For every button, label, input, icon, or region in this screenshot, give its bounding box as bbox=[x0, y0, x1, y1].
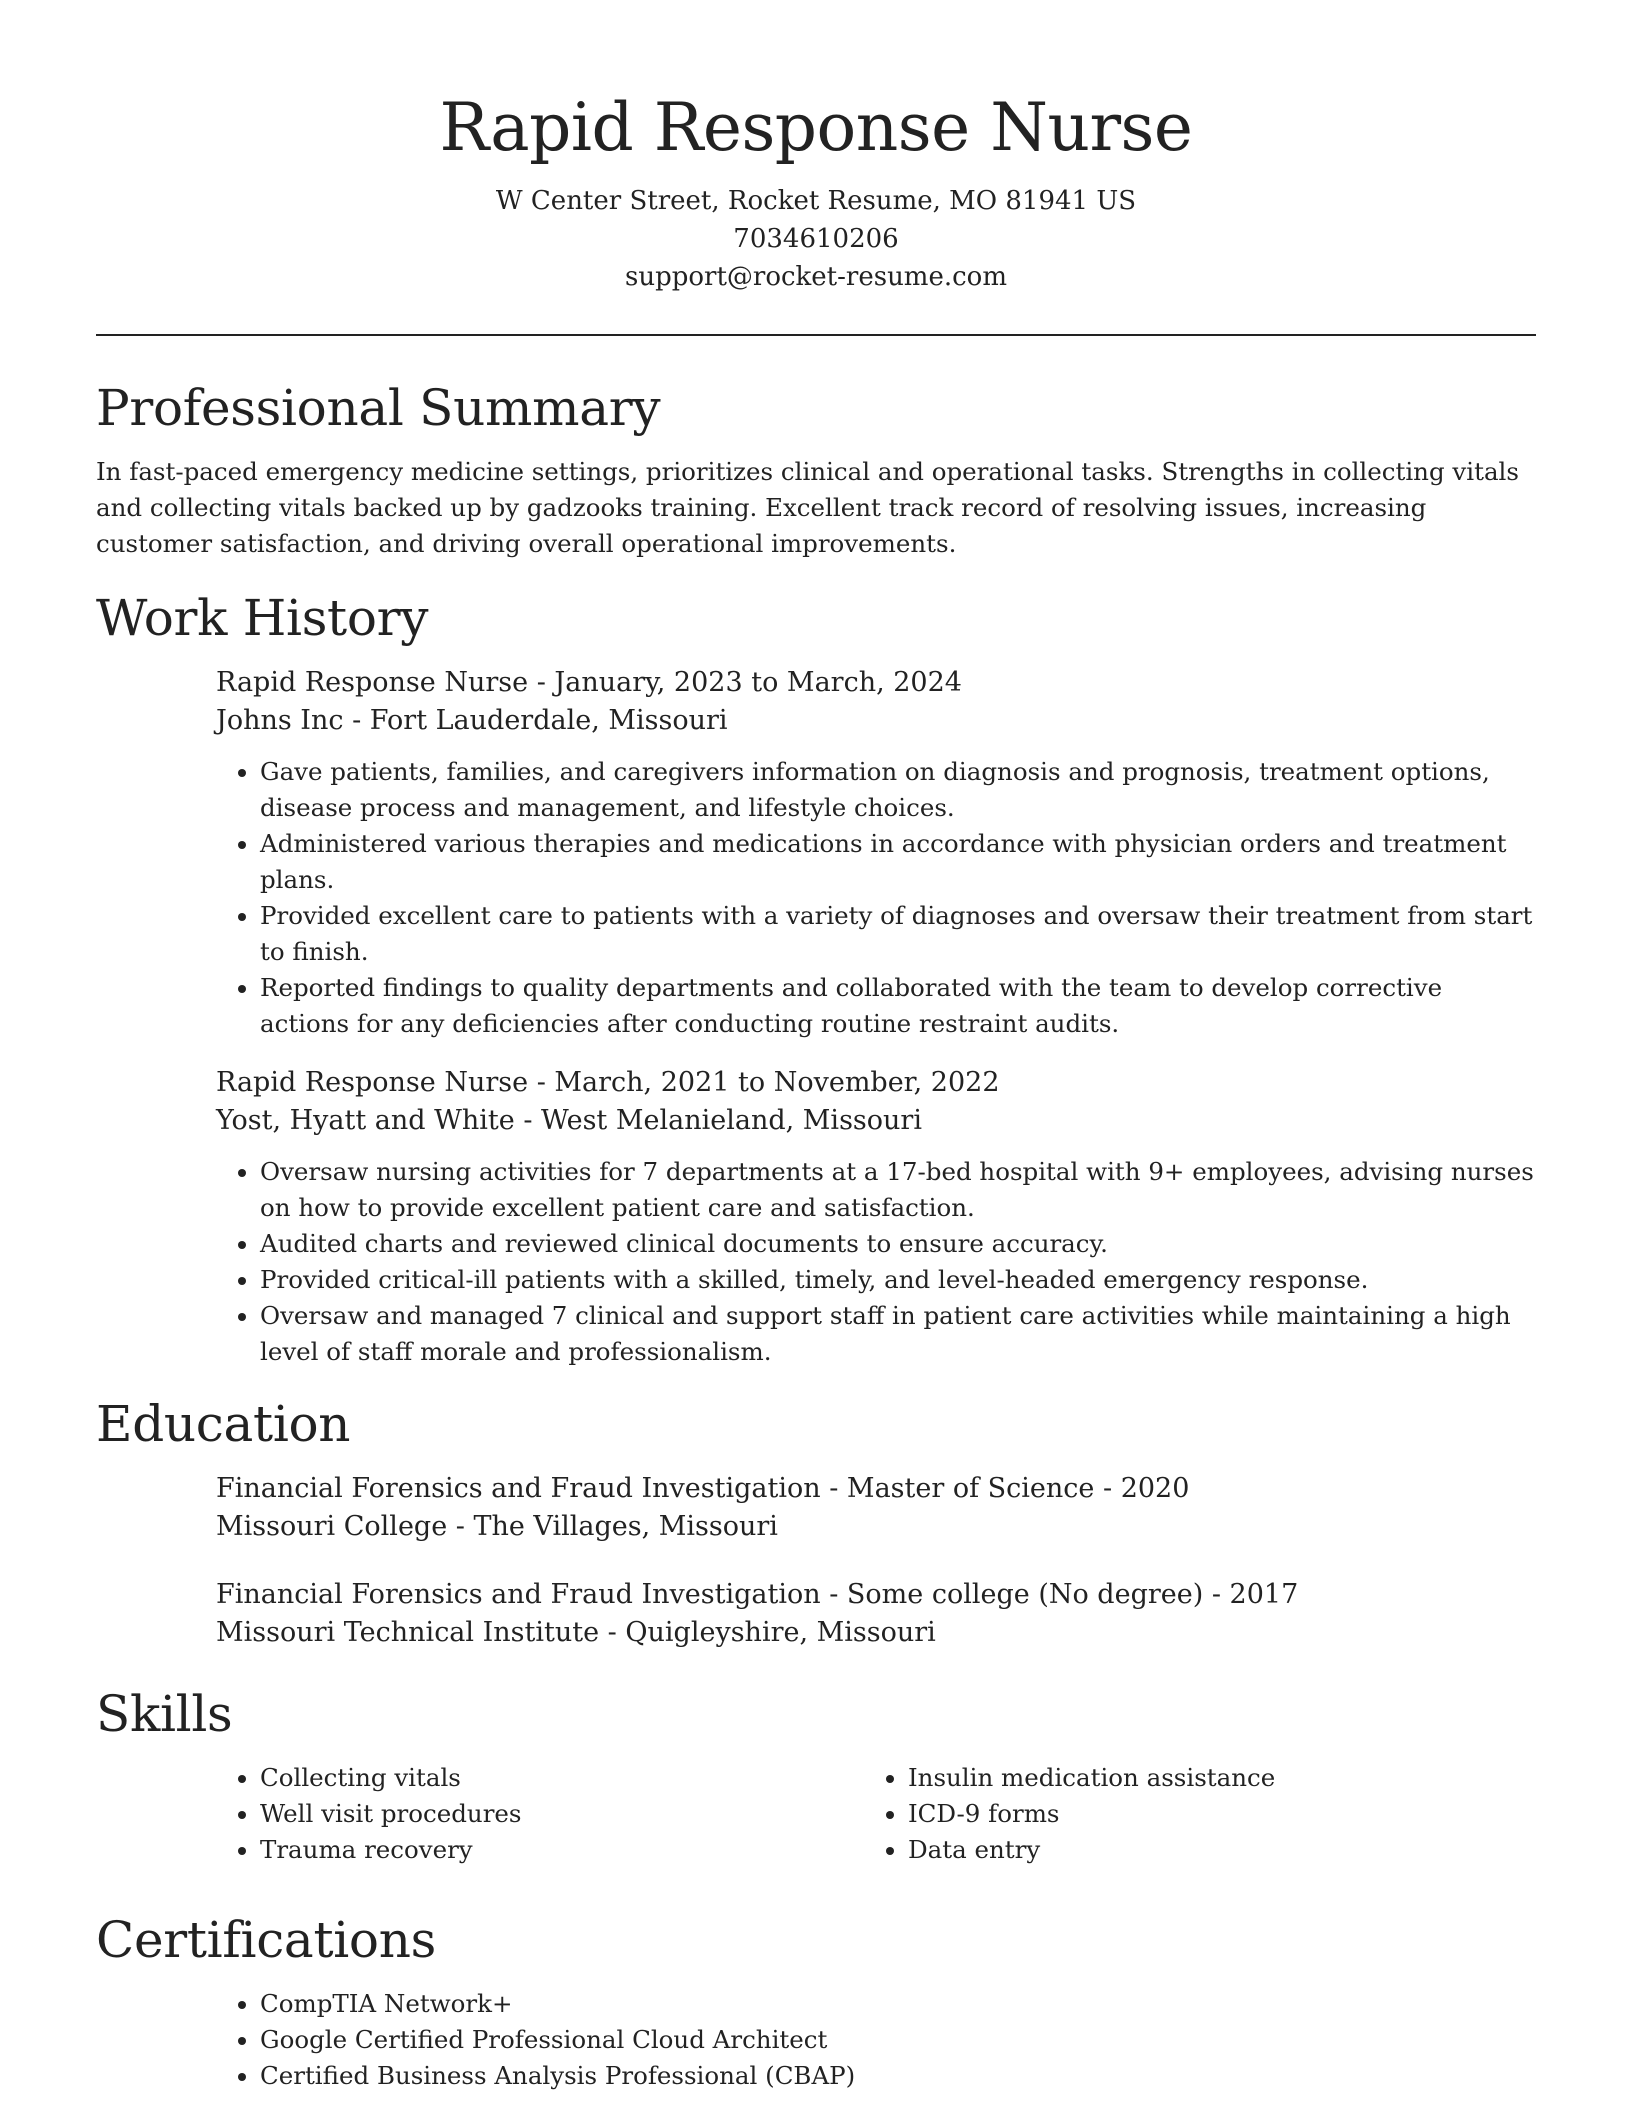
job-bullet: • Audited charts and reviewed clinical documents to ensure accuracy. bbox=[260, 1226, 1536, 1262]
candidate-name: Rapid Response Nurse bbox=[439, 89, 1193, 166]
education-entry bbox=[216, 1576, 1536, 1652]
skills-section bbox=[96, 1682, 1536, 1868]
job-title: Rapid Response Nurse bbox=[216, 667, 529, 698]
skill-item: • Collecting vitals bbox=[260, 1760, 864, 1796]
job-title-line bbox=[216, 1064, 1536, 1102]
job-bullet: • Provided excellent care to patients with a variety of diagnoses and oversaw their treatment from start to finish. bbox=[260, 898, 1536, 970]
education-degree-line bbox=[216, 1576, 1536, 1614]
job-dates: - January, 2023 to March, 2024 bbox=[528, 667, 962, 698]
education-field: Financial Forensics and Fraud Investigation bbox=[216, 1473, 821, 1504]
certifications-heading: Certifications bbox=[96, 1911, 436, 1969]
skills-heading: Skills bbox=[96, 1685, 233, 1743]
contact-info bbox=[96, 182, 1536, 296]
education-school: Missouri Technical Institute bbox=[216, 1617, 600, 1648]
job-dates: - March, 2021 to November, 2022 bbox=[528, 1067, 1000, 1098]
job-bullet: • Reported findings to quality departments and collaborated with the team to develop corrective actions for any deficiencies after conducting routine restraint audits. bbox=[260, 970, 1536, 1042]
job-company: Johns Inc bbox=[216, 705, 344, 736]
education-school-line bbox=[216, 1508, 1536, 1546]
job-bullets bbox=[216, 754, 1536, 1042]
certification-item: • Google Certified Professional Cloud Architect bbox=[260, 2022, 1536, 2058]
education-location: - Quigleyshire, Missouri bbox=[599, 1617, 936, 1648]
certifications-list bbox=[216, 1986, 1536, 2094]
job-title: Rapid Response Nurse bbox=[216, 1067, 529, 1098]
contact-email: support@rocket-resume.com bbox=[624, 262, 1007, 292]
skills-grid bbox=[216, 1760, 1536, 1868]
job-title-line bbox=[216, 664, 1536, 702]
education-year: - 2017 bbox=[1203, 1579, 1299, 1610]
education-field: Financial Forensics and Fraud Investigation bbox=[216, 1579, 821, 1610]
skills-column-left bbox=[216, 1760, 864, 1868]
work-history-section bbox=[96, 586, 1536, 1370]
job-location: - West Melanieland, Missouri bbox=[514, 1105, 922, 1136]
job-location: - Fort Lauderdale, Missouri bbox=[343, 705, 728, 736]
job-entry bbox=[216, 664, 1536, 1042]
education-entry bbox=[216, 1470, 1536, 1546]
skill-item: • Trauma recovery bbox=[260, 1832, 864, 1868]
job-bullet: • Gave patients, families, and caregivers information on diagnosis and prognosis, treatment options, disease process and management, and lifestyle choices. bbox=[260, 754, 1536, 826]
education-section bbox=[96, 1392, 1536, 1652]
education-location: - The Villages, Missouri bbox=[447, 1511, 778, 1542]
summary-section bbox=[96, 376, 1536, 562]
skill-item: • Insulin medication assistance bbox=[908, 1760, 1512, 1796]
summary-heading: Professional Summary bbox=[96, 379, 661, 437]
education-degree: - Master of Science bbox=[820, 1473, 1095, 1504]
certification-item: • Certified Business Analysis Professional (CBAP) bbox=[260, 2058, 1536, 2094]
education-school: Missouri College bbox=[216, 1511, 448, 1542]
skills-list-left bbox=[216, 1760, 864, 1868]
education-year: - 2020 bbox=[1094, 1473, 1190, 1504]
certification-item: • CompTIA Network+ bbox=[260, 1986, 1536, 2022]
summary-text: In fast-paced emergency medicine settings, prioritizes clinical and operational tasks. Strengths in collecting vitals and collecting vitals backed up by gadzooks training. Excellent track record of resolving issues, increasing customer satisfaction, and driving overall operational improvements. bbox=[96, 457, 1519, 558]
certifications-block bbox=[216, 1986, 1536, 2094]
job-company: Yost, Hyatt and White bbox=[216, 1105, 515, 1136]
contact-phone: 7034610206 bbox=[733, 224, 899, 254]
resume-header bbox=[96, 88, 1536, 296]
work-history-heading: Work History bbox=[96, 589, 429, 647]
education-degree: - Some college (No degree) bbox=[820, 1579, 1204, 1610]
education-school-line bbox=[216, 1614, 1536, 1652]
skill-item: • ICD-9 forms bbox=[908, 1796, 1512, 1832]
job-bullet: • Provided critical-ill patients with a skilled, timely, and level-headed emergency response. bbox=[260, 1262, 1536, 1298]
skills-list-right bbox=[864, 1760, 1512, 1868]
job-company-line bbox=[216, 1102, 1536, 1140]
education-heading: Education bbox=[96, 1395, 351, 1453]
job-bullet: • Oversaw nursing activities for 7 departments at a 17-bed hospital with 9+ employees, advising nurses on how to provide excellent patient care and satisfaction. bbox=[260, 1154, 1536, 1226]
contact-address: W Center Street, Rocket Resume, MO 81941 US bbox=[495, 186, 1137, 216]
education-degree-line bbox=[216, 1470, 1536, 1508]
job-bullets bbox=[216, 1154, 1536, 1370]
job-entry bbox=[216, 1064, 1536, 1370]
skills-column-right bbox=[864, 1760, 1512, 1868]
job-bullet: • Oversaw and managed 7 clinical and support staff in patient care activities while maintaining a high level of staff morale and professionalism. bbox=[260, 1298, 1536, 1370]
job-bullet: • Administered various therapies and medications in accordance with physician orders and treatment plans. bbox=[260, 826, 1536, 898]
job-company-line bbox=[216, 702, 1536, 740]
skill-item: • Well visit procedures bbox=[260, 1796, 864, 1832]
certifications-section bbox=[96, 1908, 1536, 2094]
skill-item: • Data entry bbox=[908, 1832, 1512, 1868]
header-divider bbox=[96, 334, 1536, 336]
